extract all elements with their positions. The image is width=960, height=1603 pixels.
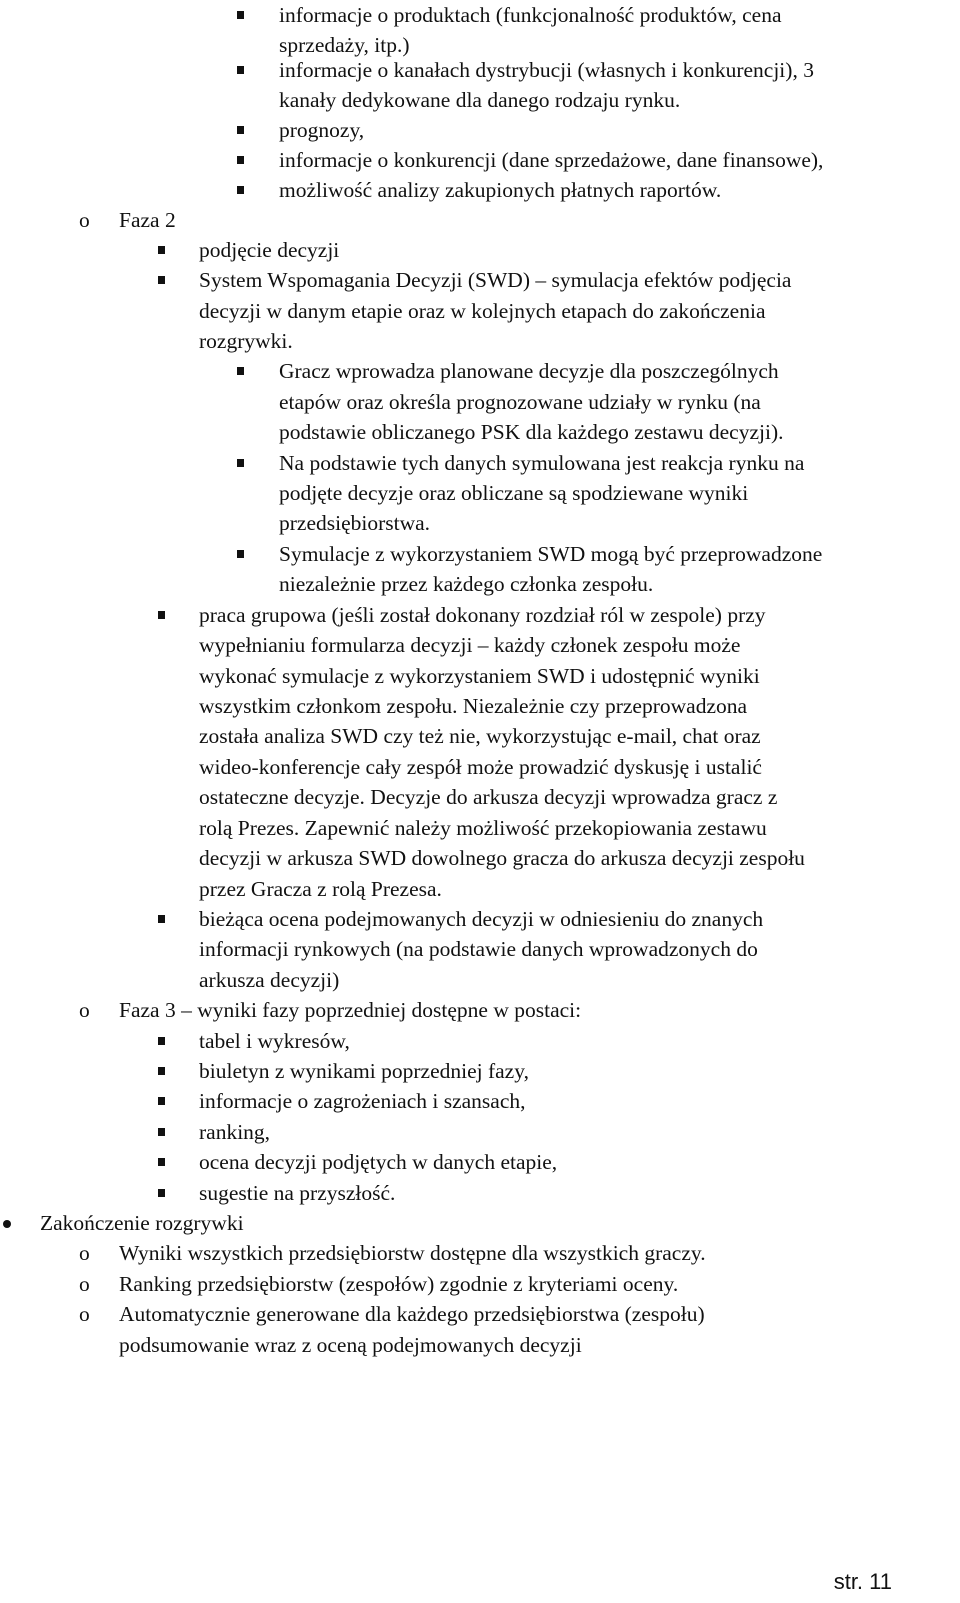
line-text: informacje o kanałach dystrybucji (własnych i konkurencji), 3: [279, 58, 814, 82]
text-line: [0, 448, 960, 478]
square-bullet-icon: [158, 1037, 165, 1045]
circle-bullet-icon: o: [79, 1272, 90, 1296]
line-text: możliwość analizy zakupionych płatnych raportów.: [279, 178, 722, 202]
line-text: Zakończenie rozgrywki: [40, 1211, 244, 1235]
text-line: [0, 387, 960, 417]
line-text: Faza 2: [119, 208, 176, 232]
square-bullet-icon: [237, 11, 244, 19]
square-bullet-icon: [158, 276, 165, 284]
line-text: rolą Prezes. Zapewnić należy możliwość przekopiowania zestawu: [199, 816, 767, 840]
text-line: [0, 265, 960, 295]
square-bullet-icon: [158, 915, 165, 923]
line-text: sprzedaży, itp.): [279, 33, 410, 57]
square-bullet-icon: [158, 1097, 165, 1105]
text-line: [0, 721, 960, 751]
text-line: [0, 874, 960, 904]
text-line: [0, 934, 960, 964]
line-text: informacji rynkowych (na podstawie danych wprowadzonych do: [199, 937, 758, 961]
text-line: [0, 1086, 960, 1116]
text-line: [0, 1299, 960, 1329]
dot-bullet-icon: [3, 1220, 11, 1228]
line-text: podjęcie decyzji: [199, 238, 340, 262]
line-text: wideo-konferencje cały zespół może prowadzić dyskusję i ustalić: [199, 755, 762, 779]
line-text: podstawie obliczanego PSK dla każdego zestawu decyzji).: [279, 420, 784, 444]
line-text: decyzji w arkusza SWD dowolnego gracza do arkusza decyzji zespołu: [199, 846, 805, 870]
line-text: rozgrywki.: [199, 329, 293, 353]
text-line: [0, 356, 960, 386]
text-line: [0, 296, 960, 326]
text-line: [0, 630, 960, 660]
circle-bullet-icon: o: [79, 1302, 90, 1326]
circle-bullet-icon: o: [79, 208, 90, 232]
line-text: została analiza SWD czy też nie, wykorzystując e-mail, chat oraz: [199, 724, 761, 748]
line-text: Symulacje z wykorzystaniem SWD mogą być przeprowadzone: [279, 542, 823, 566]
line-text: informacje o produktach (funkcjonalność produktów, cena: [279, 3, 782, 27]
line-text: kanały dedykowane dla danego rodzaju rynku.: [279, 88, 681, 112]
line-text: podsumowanie wraz z oceną podejmowanych decyzji: [119, 1333, 582, 1357]
text-line: [0, 813, 960, 843]
square-bullet-icon: [237, 459, 244, 467]
text-line: [0, 145, 960, 175]
text-line: [0, 752, 960, 782]
text-line: [0, 1117, 960, 1147]
text-line: [0, 661, 960, 691]
line-text: ocena decyzji podjętych w danych etapie,: [199, 1150, 558, 1174]
square-bullet-icon: [237, 66, 244, 74]
square-bullet-icon: [158, 246, 165, 254]
line-text: ostateczne decyzje. Decyzje do arkusza decyzji wprowadza gracz z: [199, 785, 778, 809]
text-line: [0, 115, 960, 145]
text-line: [0, 843, 960, 873]
line-text: System Wspomagania Decyzji (SWD) – symulacja efektów podjęcia: [199, 268, 792, 292]
text-line: [0, 782, 960, 812]
line-text: biuletyn z wynikami poprzedniej fazy,: [199, 1059, 529, 1083]
line-text: Automatycznie generowane dla każdego przedsiębiorstwa (zespołu): [119, 1302, 705, 1326]
line-text: Na podstawie tych danych symulowana jest reakcja rynku na: [279, 451, 805, 475]
line-text: bieżąca ocena podejmowanych decyzji w odniesieniu do znanych: [199, 907, 764, 931]
square-bullet-icon: [158, 1128, 165, 1136]
text-line: [0, 539, 960, 569]
line-text: etapów oraz określa prognozowane udziały w rynku (na: [279, 390, 761, 414]
text-line: [0, 1147, 960, 1177]
circle-bullet-icon: o: [79, 998, 90, 1022]
line-text: wypełnianiu formularza decyzji – każdy członek zespołu może: [199, 633, 741, 657]
square-bullet-icon: [237, 186, 244, 194]
square-bullet-icon: [158, 1189, 165, 1197]
line-text: niezależnie przez każdego członka zespołu.: [279, 572, 654, 596]
text-line: [0, 600, 960, 630]
text-line: [0, 965, 960, 995]
text-line: [0, 1330, 960, 1360]
square-bullet-icon: [158, 1067, 165, 1075]
text-line: [0, 205, 960, 235]
line-text: podjęte decyzje oraz obliczane są spodziewane wyniki: [279, 481, 749, 505]
text-line: [0, 691, 960, 721]
text-line: [0, 1178, 960, 1208]
text-line: [0, 235, 960, 265]
square-bullet-icon: [158, 1158, 165, 1166]
text-line: [0, 569, 960, 599]
text-line: [0, 904, 960, 934]
square-bullet-icon: [237, 156, 244, 164]
line-text: przedsiębiorstwa.: [279, 511, 431, 535]
text-line: [0, 508, 960, 538]
line-text: wykonać symulacje z wykorzystaniem SWD i udostępnić wyniki: [199, 664, 760, 688]
line-text: prognozy,: [279, 118, 365, 142]
text-line: [0, 1238, 960, 1268]
line-text: tabel i wykresów,: [199, 1029, 350, 1053]
page-number: str. 11: [833, 1569, 892, 1594]
text-line: [0, 417, 960, 447]
text-line: [0, 995, 960, 1025]
text-line: [0, 55, 960, 85]
square-bullet-icon: [158, 611, 165, 619]
line-text: przez Gracza z rolą Prezesa.: [199, 877, 442, 901]
line-text: arkusza decyzji): [199, 968, 340, 992]
square-bullet-icon: [237, 367, 244, 375]
line-text: wszystkim członkom zespołu. Niezależnie czy przeprowadzona: [199, 694, 748, 718]
text-line: [0, 85, 960, 115]
text-line: [0, 1208, 960, 1238]
text-line: [0, 1026, 960, 1056]
circle-bullet-icon: o: [79, 1241, 90, 1265]
text-line: [0, 478, 960, 508]
line-text: sugestie na przyszłość.: [199, 1181, 396, 1205]
line-text: decyzji w danym etapie oraz w kolejnych etapach do zakończenia: [199, 299, 766, 323]
line-text: Ranking przedsiębiorstw (zespołów) zgodnie z kryteriami oceny.: [119, 1272, 679, 1296]
text-line: [0, 0, 960, 30]
text-line: [0, 326, 960, 356]
line-text: Faza 3 – wyniki fazy poprzedniej dostępne w postaci:: [119, 998, 582, 1022]
text-line: [0, 1269, 960, 1299]
line-text: ranking,: [199, 1120, 271, 1144]
line-text: praca grupowa (jeśli został dokonany rozdział ról w zespole) przy: [199, 603, 766, 627]
line-text: informacje o konkurencji (dane sprzedażowe, dane finansowe),: [279, 148, 824, 172]
text-line: [0, 175, 960, 205]
line-text: Wyniki wszystkich przedsiębiorstw dostępne dla wszystkich graczy.: [119, 1241, 706, 1265]
text-line: [0, 1056, 960, 1086]
line-text: Gracz wprowadza planowane decyzje dla poszczególnych: [279, 359, 779, 383]
square-bullet-icon: [237, 550, 244, 558]
line-text: informacje o zagrożeniach i szansach,: [199, 1089, 526, 1113]
square-bullet-icon: [237, 126, 244, 134]
